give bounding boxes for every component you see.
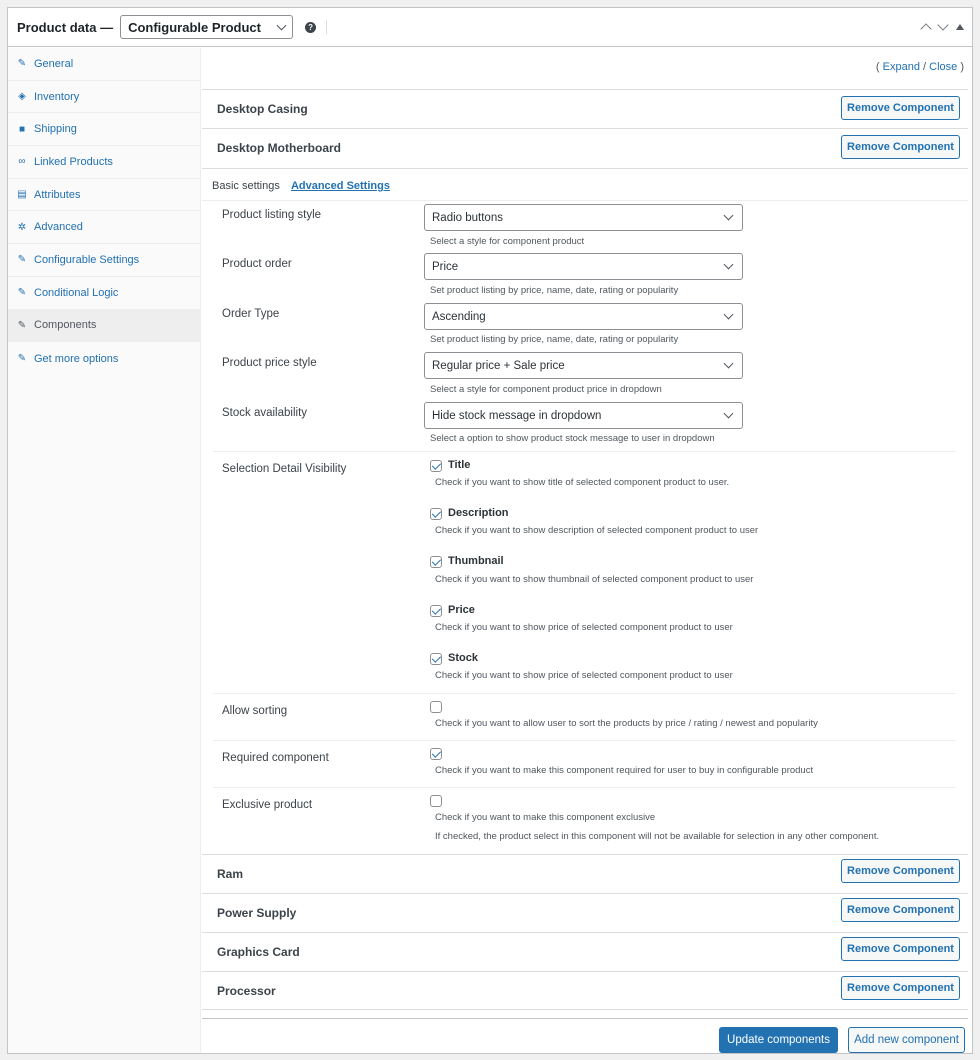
gear-icon: ✲ — [17, 221, 27, 233]
remove-component-button[interactable]: Remove Component — [841, 135, 960, 159]
update-components-button[interactable]: Update components — [719, 1027, 838, 1053]
title-help: Check if you want to show title of selected component product to user. — [435, 477, 730, 488]
stock-checkbox[interactable] — [430, 653, 442, 665]
panel-header — [8, 8, 972, 47]
sidebar-item-label: Advanced — [34, 221, 83, 234]
sidebar-item-shipping[interactable] — [8, 113, 200, 146]
exclusive-product-checkbox[interactable] — [430, 795, 442, 807]
component-title: Ram — [217, 867, 244, 881]
description-checkbox-label: Description — [448, 507, 509, 519]
component-title: Processor — [217, 983, 276, 998]
product-order-help: Set product listing by price, name, date, rating or popularity — [430, 285, 679, 296]
remove-component-button[interactable]: Remove Component — [841, 96, 960, 120]
exclusive-product-label: Exclusive product — [222, 799, 313, 811]
move-down-icon[interactable] — [937, 19, 948, 30]
divider — [213, 787, 956, 788]
stock-availability-label: Stock availability — [222, 407, 308, 419]
component-title: Graphics Card — [217, 945, 300, 959]
title-checkbox[interactable] — [430, 460, 442, 472]
tag-icon: ◈ — [18, 91, 26, 103]
component-row[interactable] — [202, 971, 968, 1010]
link-icon: ∞ — [18, 156, 26, 168]
listing-style-help: Select a style for component product — [430, 236, 585, 247]
tab-advanced-settings[interactable]: Advanced Settings — [290, 180, 390, 192]
remove-component-button[interactable]: Remove Component — [841, 976, 960, 1000]
wrench-icon: ✎ — [17, 58, 27, 70]
sidebar-item-label: Components — [34, 319, 97, 332]
wrench-icon: ✎ — [17, 287, 27, 299]
remove-component-button[interactable]: Remove Component — [841, 898, 960, 922]
components-footer — [202, 1018, 968, 1053]
price-style-help: Select a style for component product price in dropdown — [430, 384, 662, 395]
sidebar-item-general[interactable] — [8, 48, 200, 81]
truck-icon: ■ — [18, 123, 26, 135]
sidebar-item-attributes[interactable] — [8, 179, 200, 212]
chevron-down-icon — [724, 359, 734, 369]
remove-component-button[interactable]: Remove Component — [841, 937, 960, 961]
thumbnail-checkbox-label: Thumbnail — [448, 555, 504, 567]
divider — [213, 451, 956, 452]
product-order-label: Product order — [222, 258, 292, 270]
stock-availability-select[interactable]: Hide stock message in dropdown — [424, 402, 743, 429]
sidebar-item-inventory[interactable] — [8, 81, 200, 114]
listing-style-label: Product listing style — [222, 209, 322, 221]
expand-close-controls: ( Expand / Close ) — [875, 61, 964, 73]
tab-basic-settings[interactable]: Basic settings — [212, 180, 280, 192]
price-checkbox-label: Price — [448, 604, 475, 616]
sidebar-item-components[interactable] — [8, 310, 200, 343]
component-row[interactable] — [202, 893, 968, 932]
product-data-tabs — [8, 48, 201, 1053]
component-title: Power Supply — [217, 906, 297, 920]
required-component-help: Check if you want to make this component required for user to buy in configurable product — [435, 765, 814, 776]
title-checkbox-label: Title — [448, 459, 471, 471]
sidebar-item-label: Attributes — [34, 188, 81, 201]
subtabs-divider — [202, 200, 968, 201]
price-style-label: Product price style — [222, 357, 317, 369]
order-type-label: Order Type — [222, 308, 280, 320]
chevron-down-icon — [724, 260, 734, 270]
expand-link[interactable]: Expand — [882, 61, 920, 73]
thumbnail-help: Check if you want to show thumbnail of selected component product to user — [435, 574, 754, 585]
settings-subtabs — [212, 180, 390, 192]
listing-style-select[interactable]: Radio buttons — [424, 204, 743, 231]
divider — [213, 693, 956, 694]
sidebar-item-label: Shipping — [34, 123, 77, 136]
sidebar-item-get-more-options[interactable] — [8, 342, 200, 375]
product-type-select[interactable] — [120, 15, 293, 39]
megaphone-icon: ✎ — [17, 353, 27, 365]
component-title: Desktop Casing — [217, 102, 308, 116]
sidebar-item-label: Linked Products — [34, 155, 113, 168]
divider — [213, 740, 956, 741]
help-icon[interactable]: ? — [305, 22, 316, 33]
sidebar-item-label: Inventory — [34, 90, 80, 103]
component-row[interactable] — [202, 932, 968, 971]
panel-title: Product data — — [17, 19, 114, 35]
price-style-select[interactable]: Regular price + Sale price — [424, 352, 743, 379]
price-help: Check if you want to show price of selected component product to user — [435, 622, 733, 633]
required-component-checkbox[interactable] — [430, 748, 442, 760]
component-row[interactable] — [202, 89, 968, 128]
component-row[interactable] — [202, 128, 968, 167]
chevron-down-icon — [724, 211, 734, 221]
components-panel — [202, 48, 972, 1053]
exclusive-product-help: Check if you want to make this component exclusive — [435, 812, 656, 823]
order-type-help: Set product listing by price, name, date, rating or popularity — [430, 334, 679, 345]
product-data-panel — [7, 7, 973, 1054]
product-type-value: Configurable Product — [128, 19, 261, 35]
component-settings — [202, 168, 968, 854]
sidebar-item-conditional-logic[interactable] — [8, 277, 200, 310]
stock-help: Check if you want to show price of selected component product to user — [435, 670, 733, 681]
required-component-label: Required component — [222, 752, 329, 764]
order-type-select[interactable]: Ascending — [424, 303, 743, 330]
wrench-icon: ✎ — [17, 254, 27, 266]
component-title: Desktop Motherboard — [217, 141, 342, 155]
remove-component-button[interactable]: Remove Component — [841, 859, 960, 883]
sidebar-item-label: Get more options — [34, 352, 119, 365]
description-help: Check if you want to show description of selected component product to user — [435, 525, 759, 536]
header-divider — [326, 20, 327, 34]
stock-availability-help: Select a option to show product stock message to user in dropdown — [430, 433, 715, 444]
chevron-down-icon — [724, 409, 734, 419]
component-row[interactable] — [202, 854, 968, 893]
allow-sorting-checkbox[interactable] — [430, 701, 442, 713]
panel-controls — [922, 20, 964, 33]
visibility-label: Selection Detail Visibility — [222, 463, 347, 475]
price-checkbox[interactable] — [430, 605, 442, 617]
collapse-toggle-icon[interactable] — [956, 24, 964, 30]
product-order-select[interactable]: Price — [424, 253, 743, 280]
sidebar-item-label: Configurable Settings — [34, 253, 140, 266]
list-icon: ▤ — [17, 189, 27, 201]
close-link[interactable]: Close — [929, 61, 958, 73]
allow-sorting-label: Allow sorting — [222, 705, 288, 717]
chevron-down-icon — [277, 20, 287, 30]
sidebar-item-configurable-settings[interactable] — [8, 244, 200, 277]
move-up-icon[interactable] — [920, 23, 931, 34]
sidebar-item-linked-products[interactable] — [8, 146, 200, 179]
sidebar-item-label: Conditional Logic — [34, 286, 119, 299]
stock-checkbox-label: Stock — [448, 652, 478, 664]
wrench-icon: ✎ — [17, 319, 27, 331]
sidebar-item-label: General — [34, 57, 74, 70]
sidebar-item-advanced[interactable] — [8, 211, 200, 244]
allow-sorting-help: Check if you want to allow user to sort the products by price / rating / newest and popularity — [435, 718, 818, 729]
chevron-down-icon — [724, 310, 734, 320]
add-new-component-button[interactable]: Add new component — [848, 1027, 965, 1053]
thumbnail-checkbox[interactable] — [430, 556, 442, 568]
description-checkbox[interactable] — [430, 508, 442, 520]
exclusive-product-note: If checked, the product select in this component will not be available for selection in any other component. — [435, 831, 880, 842]
